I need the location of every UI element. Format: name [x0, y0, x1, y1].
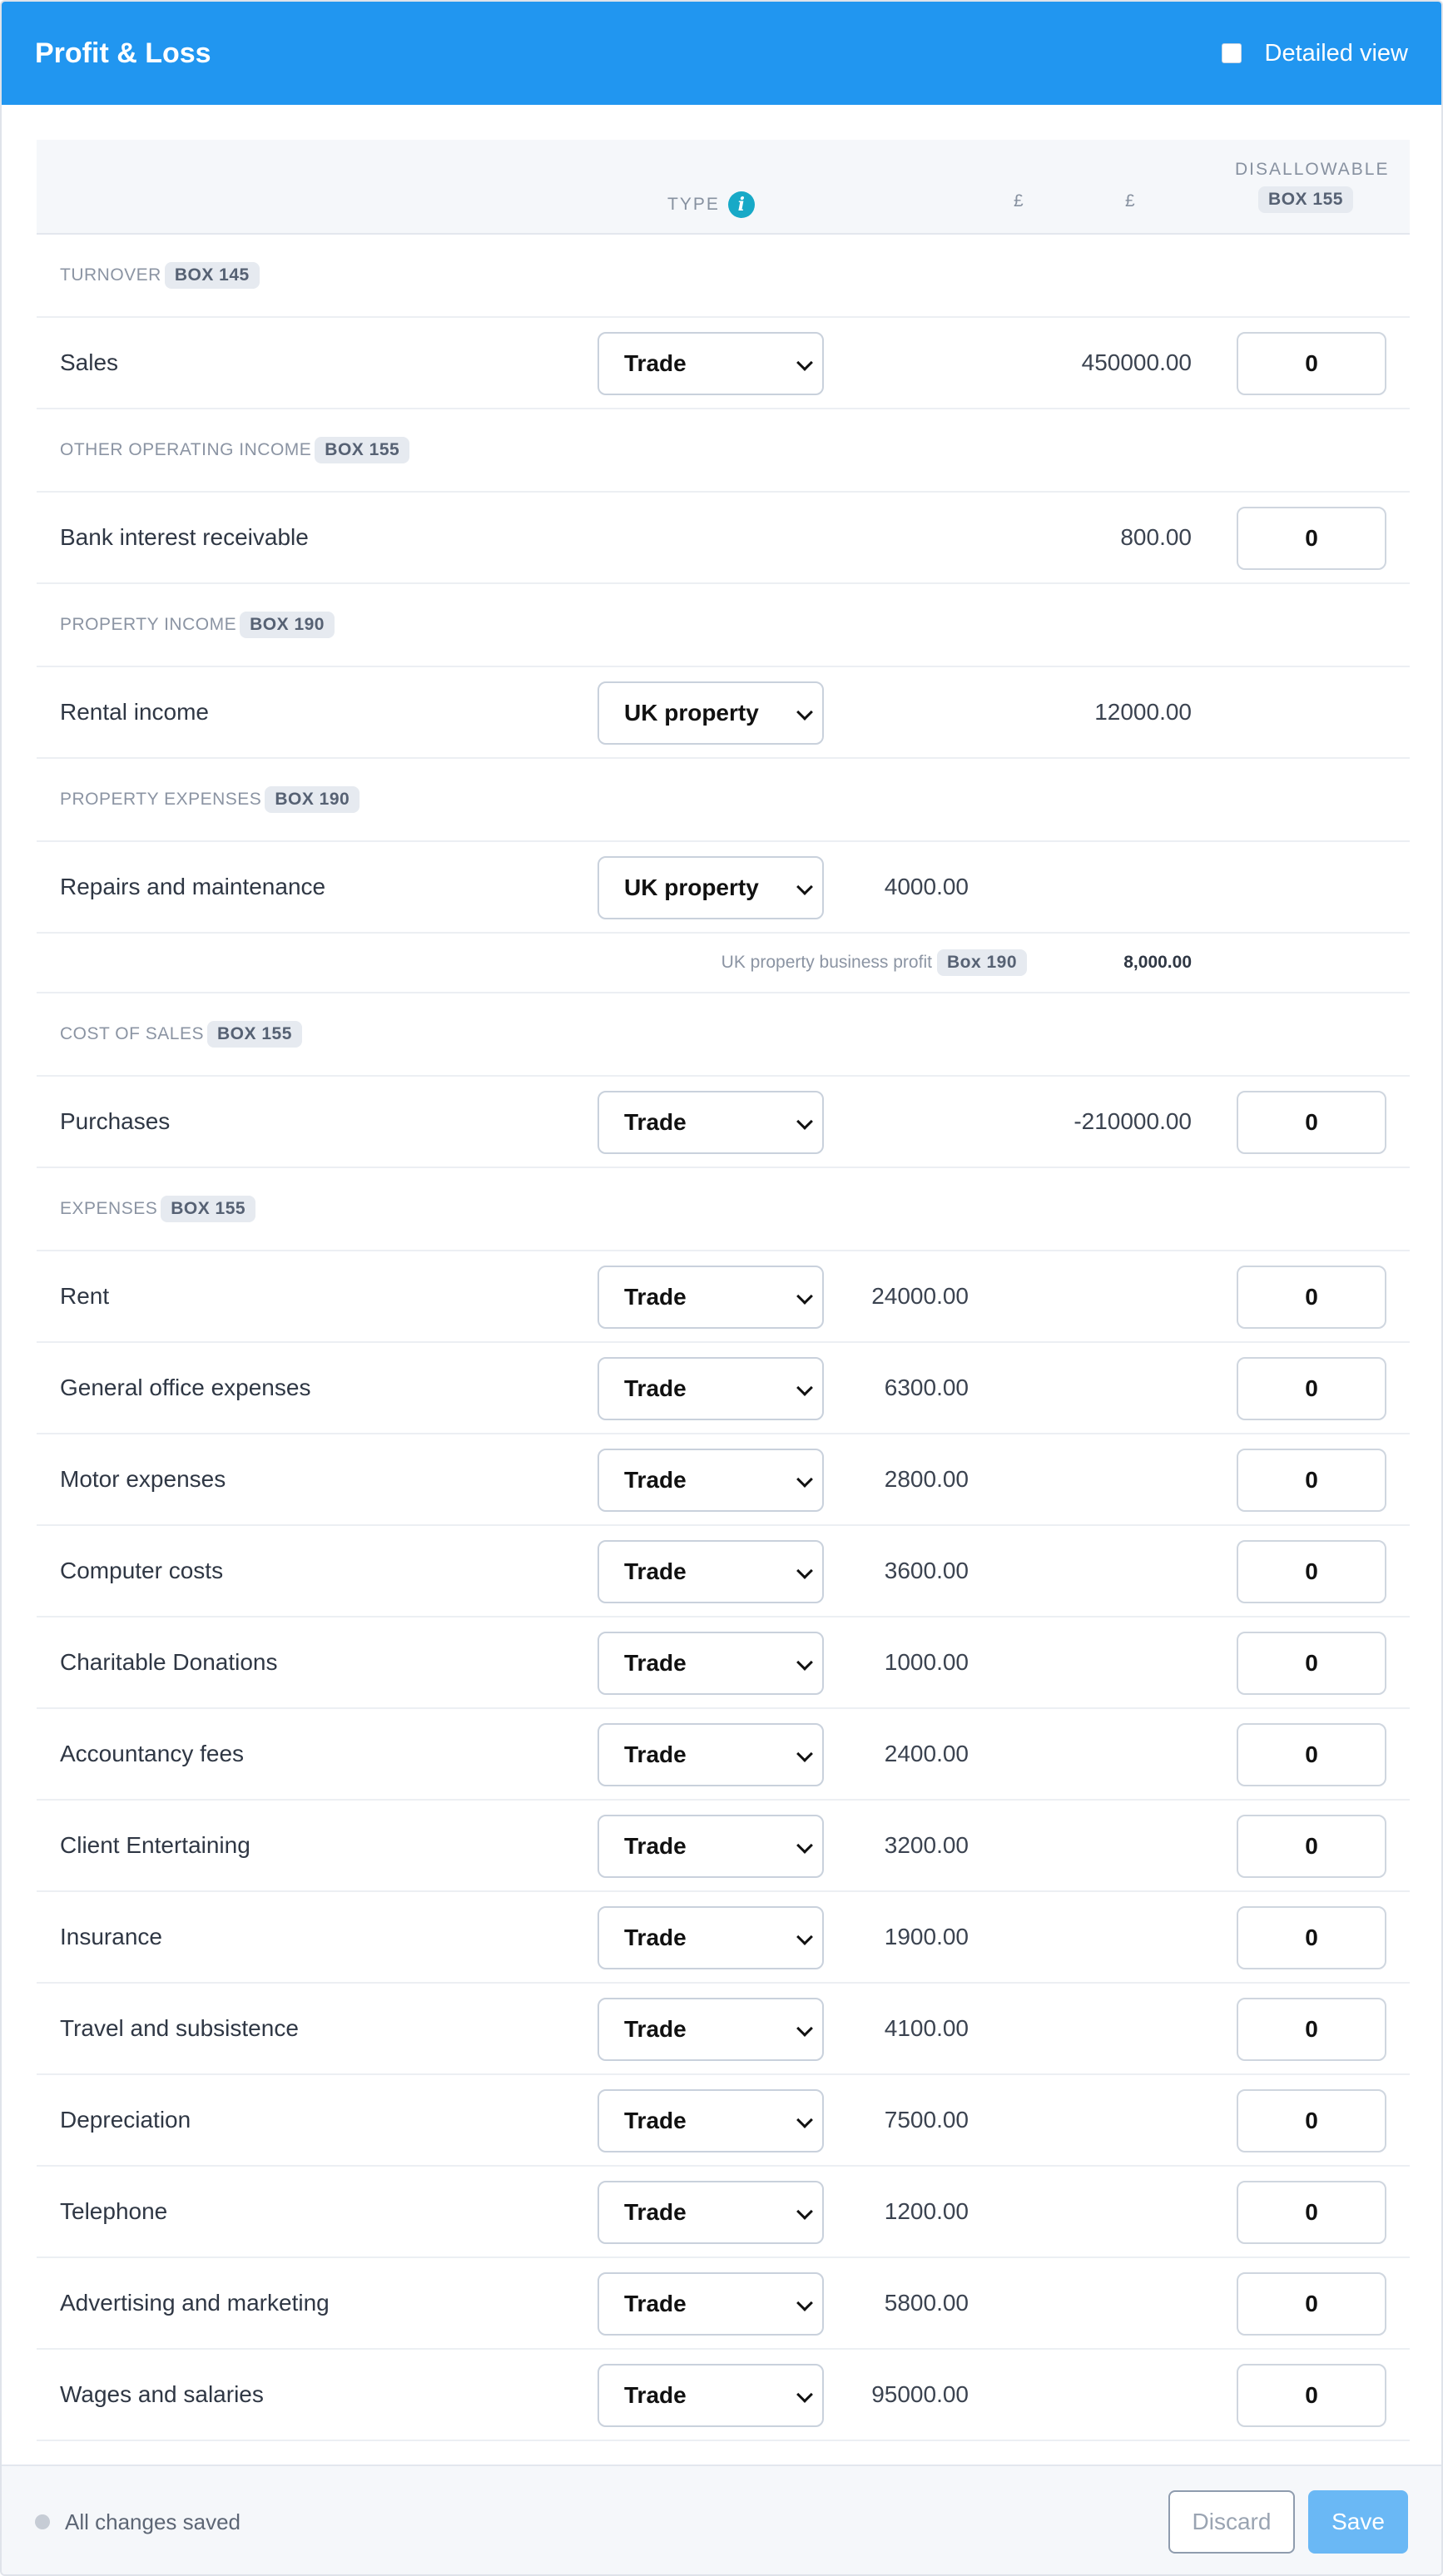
- section-header: [37, 584, 1410, 667]
- type-select-value[interactable]: Trade: [624, 1467, 687, 1493]
- type-select[interactable]: [598, 1091, 824, 1154]
- disallowable-input[interactable]: 0: [1237, 1540, 1386, 1603]
- type-select[interactable]: [598, 1357, 824, 1420]
- table-row: [37, 1251, 1410, 1343]
- panel-footer: [2, 2465, 1441, 2576]
- detailed-view-checkbox[interactable]: [1222, 43, 1242, 63]
- row-label: Insurance: [60, 1924, 162, 1949]
- table-row: [37, 1434, 1410, 1526]
- subtotal-row: [37, 934, 1410, 993]
- pl-table: [37, 140, 1410, 2441]
- discard-button[interactable]: Discard: [1168, 2490, 1295, 2554]
- row-label: Sales: [60, 349, 119, 375]
- subtotal-value: 8,000.00: [1123, 953, 1192, 972]
- table-row: [37, 318, 1410, 409]
- disallowable-input[interactable]: 0: [1237, 2272, 1386, 2336]
- section-label: TURNOVER: [60, 265, 161, 285]
- table-row: [37, 1892, 1410, 1984]
- section-header: [37, 409, 1410, 493]
- pound-column-header-2: £: [1125, 191, 1137, 211]
- row-label: Telephone: [60, 2198, 168, 2224]
- chevron-down-icon: [796, 704, 813, 721]
- section-label: PROPERTY INCOME: [60, 615, 237, 634]
- box-badge: BOX 145: [165, 262, 260, 289]
- table-row: [37, 842, 1410, 934]
- disallowable-input[interactable]: 0: [1237, 2181, 1386, 2244]
- type-select[interactable]: [598, 856, 824, 919]
- type-select[interactable]: [598, 1540, 824, 1603]
- section-header: [37, 993, 1410, 1077]
- type-select-value[interactable]: Trade: [624, 1741, 687, 1767]
- disallowable-input[interactable]: 0: [1237, 332, 1386, 395]
- type-select[interactable]: [598, 681, 824, 745]
- type-select[interactable]: [598, 1632, 824, 1695]
- type-select-value[interactable]: Trade: [624, 1375, 687, 1401]
- type-select[interactable]: [598, 1449, 824, 1512]
- box-badge: BOX 155: [207, 1021, 302, 1048]
- disallowable-input[interactable]: 0: [1237, 1723, 1386, 1786]
- table-row: [37, 493, 1410, 584]
- table-row: [37, 1801, 1410, 1892]
- type-select[interactable]: [598, 2364, 824, 2427]
- row-label: Motor expenses: [60, 1466, 226, 1492]
- type-select-value[interactable]: Trade: [624, 2016, 687, 2042]
- amount-value: 95000.00: [871, 2381, 969, 2407]
- type-select-value[interactable]: Trade: [624, 1558, 687, 1584]
- type-select[interactable]: [598, 1723, 824, 1786]
- row-label: Repairs and maintenance: [60, 874, 326, 899]
- table-row: [37, 2167, 1410, 2258]
- type-select[interactable]: [598, 1998, 824, 2061]
- disallowable-input[interactable]: 0: [1237, 1449, 1386, 1512]
- amount-value: 4100.00: [884, 2015, 969, 2041]
- type-select[interactable]: [598, 2089, 824, 2152]
- total-value: 12000.00: [1094, 699, 1192, 725]
- disallowable-input[interactable]: 0: [1237, 1906, 1386, 1969]
- section-label: OTHER OPERATING INCOME: [60, 440, 312, 459]
- amount-value: 5800.00: [884, 2290, 969, 2316]
- table-header: [37, 140, 1410, 235]
- type-select-value[interactable]: Trade: [624, 1650, 687, 1676]
- section-header: [37, 235, 1410, 318]
- row-label: Computer costs: [60, 1558, 224, 1583]
- type-select[interactable]: [598, 2272, 824, 2336]
- amount-value: 2800.00: [884, 1466, 969, 1492]
- subtotal-label: UK property business profit: [721, 953, 932, 972]
- type-select-value[interactable]: Trade: [624, 1284, 687, 1310]
- amount-value: 7500.00: [884, 2107, 969, 2133]
- row-label: Advertising and marketing: [60, 2290, 330, 2316]
- amount-value: 3200.00: [884, 1832, 969, 1858]
- type-column-header: [667, 191, 755, 218]
- disallowable-input[interactable]: 0: [1237, 2089, 1386, 2152]
- box-badge: BOX 155: [161, 1196, 255, 1222]
- type-select-value[interactable]: Trade: [624, 2291, 687, 2316]
- row-label: Charitable Donations: [60, 1649, 278, 1675]
- amount-value: 1000.00: [884, 1649, 969, 1675]
- type-select-value[interactable]: UK property: [624, 874, 759, 900]
- disallowable-input[interactable]: 0: [1237, 1266, 1386, 1329]
- disallowable-input[interactable]: 0: [1237, 1091, 1386, 1154]
- section-header: [37, 1168, 1410, 1251]
- table-row: [37, 667, 1410, 759]
- section-label: COST OF SALES: [60, 1024, 204, 1043]
- type-column-label: TYPE: [667, 195, 720, 214]
- table-row: [37, 1617, 1410, 1709]
- box-badge: BOX 190: [240, 612, 335, 638]
- box-badge: BOX 155: [315, 437, 409, 463]
- total-value: 450000.00: [1081, 349, 1192, 375]
- footer-actions: [1168, 2490, 1408, 2554]
- disallowable-input[interactable]: 0: [1237, 1632, 1386, 1695]
- box-badge: Box 190: [937, 949, 1027, 976]
- type-select-value[interactable]: Trade: [624, 1925, 687, 1950]
- status-dot-icon: [35, 2514, 50, 2529]
- table-row: [37, 1343, 1410, 1434]
- row-label: Travel and subsistence: [60, 2015, 299, 2041]
- row-label: Client Entertaining: [60, 1832, 250, 1858]
- save-button[interactable]: Save: [1308, 2490, 1408, 2554]
- row-label: Bank interest receivable: [60, 524, 309, 550]
- pound-column-header-1: £: [1014, 191, 1025, 211]
- type-select-value[interactable]: Trade: [624, 350, 687, 376]
- type-select[interactable]: [598, 332, 824, 395]
- subtotal-label-group: [722, 934, 1027, 992]
- row-label: Rent: [60, 1283, 110, 1309]
- type-select-value[interactable]: Trade: [624, 2108, 687, 2133]
- table-row: [37, 1526, 1410, 1617]
- section-label: PROPERTY EXPENSES: [60, 790, 262, 809]
- type-select[interactable]: [598, 1266, 824, 1329]
- type-select-value[interactable]: Trade: [624, 2382, 687, 2408]
- amount-value: 1900.00: [884, 1924, 969, 1949]
- row-label: Accountancy fees: [60, 1741, 245, 1766]
- section-header: [37, 759, 1410, 842]
- row-label: Wages and salaries: [60, 2381, 264, 2407]
- type-select[interactable]: [598, 1906, 824, 1969]
- table-row: [37, 2075, 1410, 2167]
- table-row: [37, 1077, 1410, 1168]
- disallowable-input[interactable]: 0: [1237, 507, 1386, 570]
- total-value: -210000.00: [1074, 1108, 1192, 1134]
- panel-header: [2, 2, 1441, 105]
- chevron-down-icon: [796, 1113, 813, 1130]
- disallowable-input[interactable]: 0: [1237, 2364, 1386, 2427]
- disallowable-input[interactable]: 0: [1237, 1998, 1386, 2061]
- row-label: Rental income: [60, 699, 209, 725]
- table-row: [37, 2258, 1410, 2350]
- table-row: [37, 1984, 1410, 2075]
- type-select[interactable]: [598, 2181, 824, 2244]
- disallowable-column-label: DISALLOWABLE: [1235, 160, 1390, 179]
- total-value: 800.00: [1120, 524, 1192, 550]
- type-select-value[interactable]: Trade: [624, 1833, 687, 1859]
- table-row: [37, 1709, 1410, 1801]
- row-label: General office expenses: [60, 1375, 311, 1400]
- amount-value: 4000.00: [884, 874, 969, 899]
- table-row: [37, 2350, 1410, 2441]
- box-badge: BOX 190: [265, 786, 360, 813]
- save-status: All changes saved: [65, 2509, 241, 2534]
- type-select-value[interactable]: UK property: [624, 700, 759, 726]
- disallowable-input[interactable]: 0: [1237, 1815, 1386, 1878]
- box-badge: BOX 155: [1258, 186, 1353, 213]
- amount-value: 24000.00: [871, 1283, 969, 1309]
- type-select-value[interactable]: Trade: [624, 2199, 687, 2225]
- table-body: [37, 235, 1410, 2441]
- section-label: EXPENSES: [60, 1199, 158, 1218]
- row-label: Depreciation: [60, 2107, 191, 2133]
- amount-value: 3600.00: [884, 1558, 969, 1583]
- detailed-view-toggle[interactable]: [1222, 40, 1408, 67]
- disallowable-column-header: [1235, 160, 1390, 213]
- amount-value: 2400.00: [884, 1741, 969, 1766]
- info-icon[interactable]: i: [728, 191, 755, 218]
- type-select-value[interactable]: Trade: [624, 1109, 687, 1135]
- row-label: Purchases: [60, 1108, 171, 1134]
- amount-value: 6300.00: [884, 1375, 969, 1400]
- page-title: Profit & Loss: [35, 37, 211, 69]
- detailed-view-label[interactable]: Detailed view: [1264, 39, 1408, 67]
- chevron-down-icon: [796, 354, 813, 371]
- disallowable-input[interactable]: 0: [1237, 1357, 1386, 1420]
- amount-value: 1200.00: [884, 2198, 969, 2224]
- type-select[interactable]: [598, 1815, 824, 1878]
